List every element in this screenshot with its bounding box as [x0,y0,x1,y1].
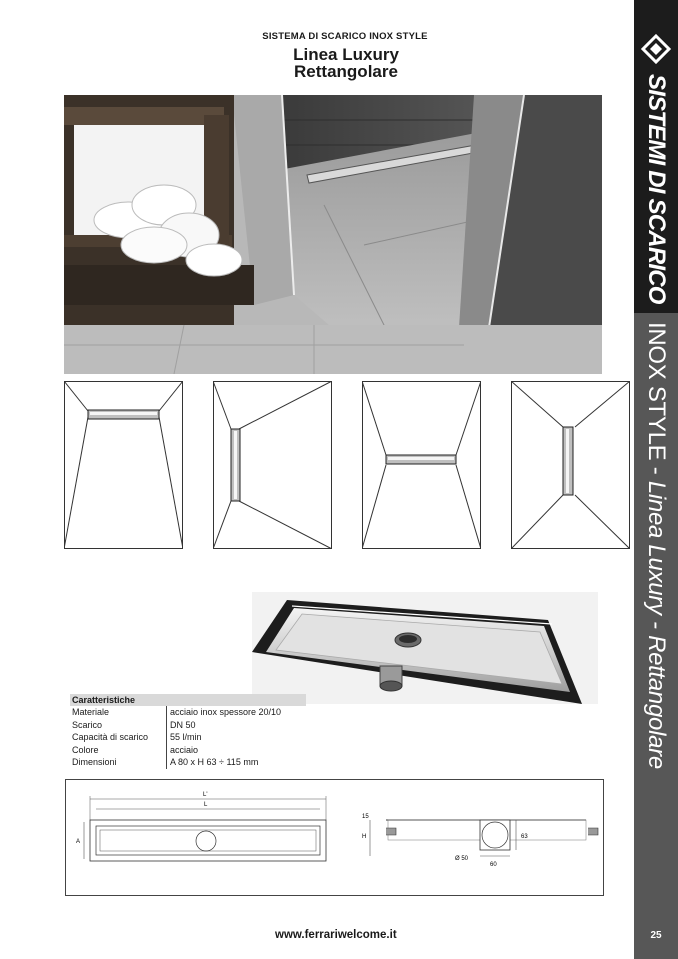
shower-photo [64,95,602,374]
dim-length: L [204,802,208,808]
spec-label: Capacità di scarico [70,731,167,744]
sidebar-series-title [641,322,671,769]
page-title [0,46,678,80]
page-subtitle: SISTEMA DI SCARICO INOX STYLE [262,31,428,42]
table-row [70,719,306,732]
spec-value: 55 l/min [170,732,202,742]
layout-diagram-drain-center-vertical [511,381,630,549]
specifications-table [70,694,306,769]
spec-value: A 80 x H 63 ÷ 115 mm [170,757,259,767]
spec-label: Colore [70,744,167,757]
sidebar-series-model: Linea Luxury - Rettangolare [643,480,670,769]
table-row [70,744,306,757]
dim-outlet-width: 60 [490,862,497,868]
brand-logo-icon [641,34,671,64]
spec-label: Scarico [70,719,167,732]
layout-diagram-drain-left [213,381,332,549]
layout-diagram-drain-top [64,381,183,549]
specifications-heading: Caratteristiche [70,694,306,706]
sidebar-category-title: SISTEMI DI SCARICO [643,74,670,304]
page-number: 25 [650,930,662,941]
dim-width: A [76,839,81,845]
dim-outlet-diameter: Ø 50 [455,856,469,862]
title-line-1: Linea Luxury [293,45,399,64]
spec-value: DN 50 [170,719,196,730]
spec-label: Dimensioni [70,756,167,769]
spec-value: acciaio inox spessore 20/10 [170,707,282,717]
dim-overall-length: L' [203,792,208,798]
table-row [70,731,306,744]
table-row [70,756,306,769]
website-link[interactable]: www.ferrariwelcome.it [275,929,397,941]
technical-drawing [65,779,604,896]
spec-label: Materiale [70,706,167,719]
dim-outlet-height: 63 [521,834,528,840]
sidebar-series-name: INOX STYLE - [643,322,670,481]
title-line-2: Rettangolare [294,62,398,81]
drain-product-photo [252,592,598,704]
dim-top-height: 15 [362,814,369,820]
layout-diagram-drain-center-horizontal [362,381,481,549]
table-row [70,706,306,719]
dim-height: H [362,834,367,840]
spec-value: acciaio [170,744,199,755]
